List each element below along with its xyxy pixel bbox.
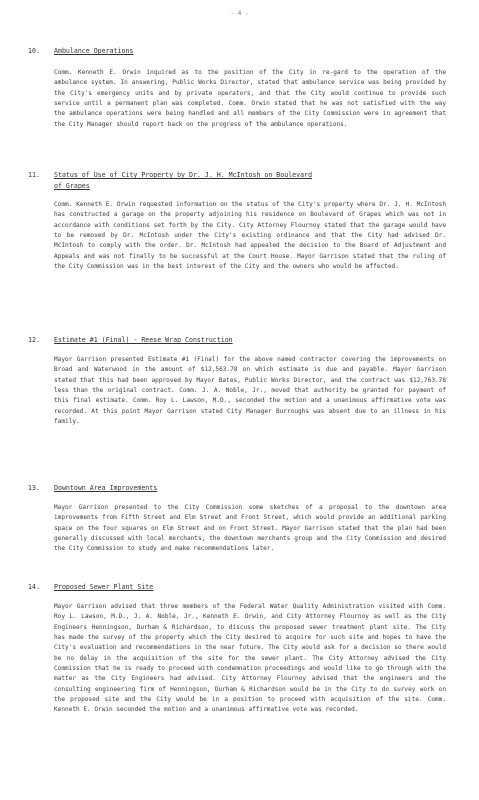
section-heading: Proposed Sewer Plant Site — [54, 583, 154, 591]
section-body: Comm. Kenneth E. Orwin requested information on the status of the City's property where Dr. J. H. McIntosh has constructed a garage on the property adjoining his residence on Boulevard of Grapes which was not in accordance with conditions set forth by the City. City Attorney Flournoy stated that the garage would have to be removed by Dr. McIntosh under the City's existing ordinance and that the City had advised Dr. McIntosh to comply with the order. Dr. McIntosh had appealed the decision to the Board of Adjustment and Appeals and was not finally to be successful at the Court House. Mayor Garrison stated that the ruling of the City Commission was in the best interest of the City and the owners who would be affected. — [54, 201, 446, 271]
section-heading: Status of Use of City Property by Dr. J. H. McIntosh on Boulevard of Grapes — [54, 171, 313, 190]
section-body: Comm. Kenneth E. Orwin inquired as to the position of the City in re-gard to the operation of the ambulance system. In answering, Public Works Director, stated that ambulance service was being provided by the City's emergency units and by private operators, and that the City would continue to provide such service until a permanent plan was completed. Comm. Orwin stated that he was not satisfied with the way the ambulance operations were being handled and all members of the City Commission were in agreement that the City Manager should report back on the progress of the ambulance operations. — [54, 69, 446, 128]
section-number: 10. — [28, 47, 40, 55]
section-body: Mayor Garrison advised that three members of the Federal Water Quality Administration visited with Comm. Roy L. Lawson, M.D., J. A. Noble, Jr., Kenneth E. Orwin, and City Attorney Flournoy as well as the City Engineers Henningson, Durham & Richardson, to discuss the proposed sewer treatment plant site. The City has made the survey of the property which the City desired to acquire for such site and hopes to have the City's evaluation and recommendations in the near future. The City would ask for a decision so there would be no delay in the acquisition of the site for the sewer plant. The City Attorney advised the City Commission that he is ready to proceed with condemnation proceedings and would like to go through with the matter as the City Engineers had advised. City Attorney Flournoy advised that the engineers and the consulting engineering firm of Henningson, Durham & Richardson would be in the City to do survey work on the proposed site and the City would be in a position to proceed with acquisition of the site. Comm. Kenneth E. Orwin seconded the motion and a unanimous affirmative vote was recorded. — [54, 603, 446, 714]
section-number: 12. — [28, 336, 40, 344]
section-heading: Ambulance Operations — [54, 47, 134, 55]
section-number: 11. — [28, 171, 40, 179]
section-heading: Estimate #1 (Final) - Reese Wrap Construction — [54, 336, 233, 344]
section-heading: Downtown Area Improvements — [54, 484, 158, 492]
section-body: Mayor Garrison presented to the City Commission some sketches of a proposal to the downtown area improvements from Fifth Street and Elm Street and Front Street, which would provide an additional parking space on the four squares on Elm Street and on Front Street. Mayor Garrison stated that the plan had been generally discussed with local merchants, the downtown merchants group and the City Commission and desired the City Commission to study and make recommendations later. — [54, 504, 446, 553]
page-number: - 4 - — [230, 10, 249, 17]
section-number: 13. — [28, 484, 40, 492]
section-body: Mayor Garrison presented Estimate #1 (Final) for the above named contractor covering the improvements on Broad and Waterwood in the amount of $12,563.78 on which estimate is due and payable. Mayor Garrison stated that this had been approved by Mayor Bates, Public Works Director, and the contract was $12,763.78 less than the original contract. Comm. J. A. Noble, Jr., moved that authority be granted for payment of this final estimate. Comm. Roy L. Lawson, M.D., seconded the motion and a unanimous affirmative vote was recorded. At this point Mayor Garrison stated City Manager Burroughs was absent due to an illness in his family. — [54, 356, 446, 426]
section-number: 14. — [28, 583, 40, 591]
